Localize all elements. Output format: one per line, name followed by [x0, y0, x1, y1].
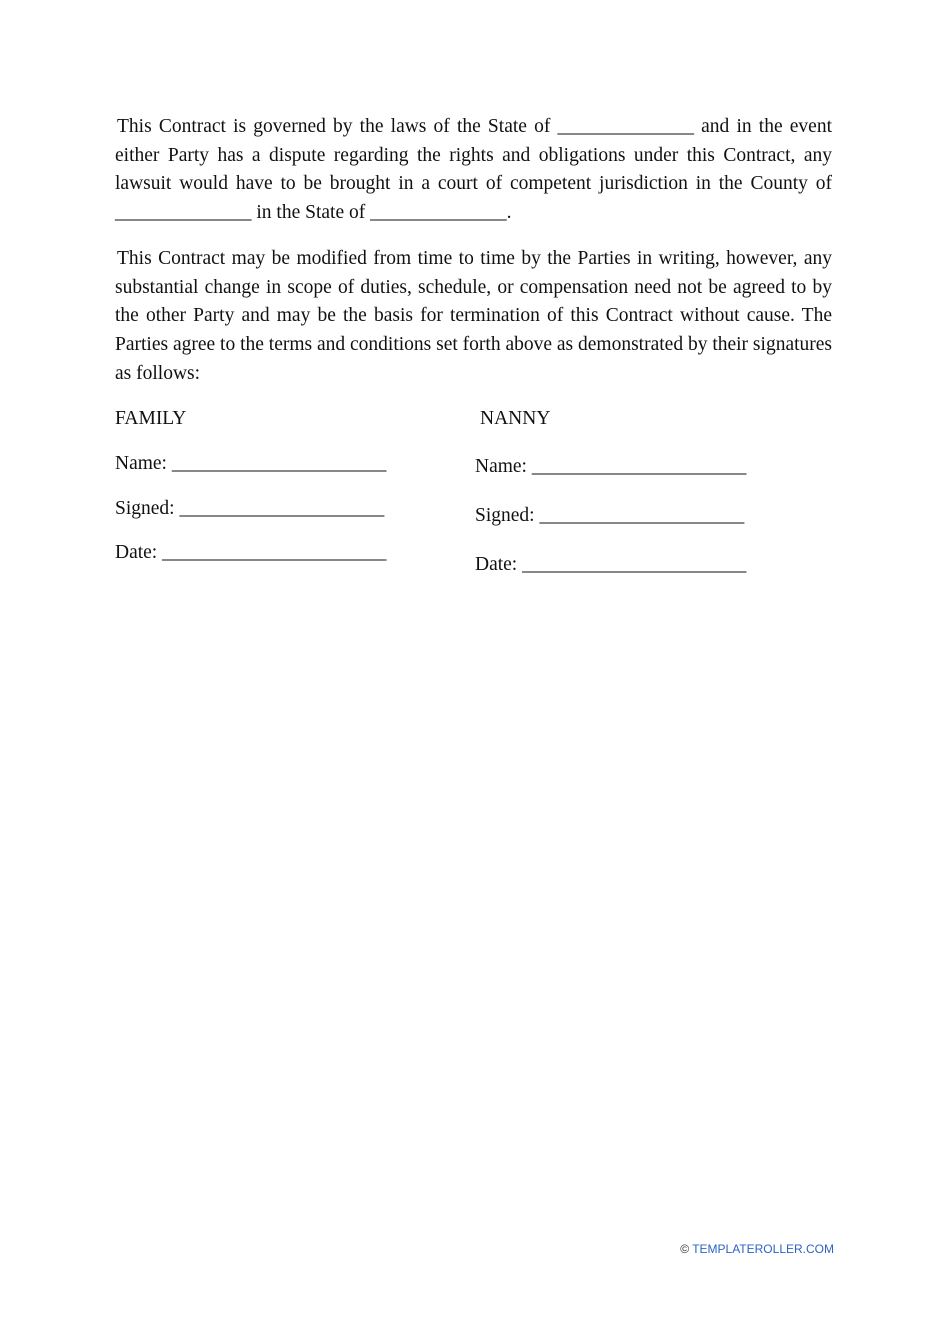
templateroller-link[interactable]: TEMPLATEROLLER.COM [692, 1242, 834, 1256]
footer-credit [680, 1241, 834, 1257]
nanny-heading: NANNY [480, 408, 551, 429]
modification-paragraph: This Contract may be modified from time to time by the Parties in writing, however, any substantial change in scope of duties, schedule, or compensation need not be agreed to by the other Party and may be the basis for termination of this Contract without cause. The Parties agree to the terms and conditions set forth above as demonstrated by their signatures as follows: [115, 248, 832, 384]
family-heading: FAMILY [115, 408, 187, 429]
family-signed-line: Signed: _____________________ [115, 498, 385, 519]
copyright-symbol: © [680, 1242, 690, 1256]
family-name-line: Name: ______________________ [115, 453, 387, 474]
nanny-name-line: Name: ______________________ [475, 456, 747, 477]
nanny-date-line: Date: _______________________ [475, 554, 747, 575]
governing-law-paragraph: This Contract is governed by the laws of the State of ______________ and in the event either Party has a dispute regarding the rights and obligations under this Contract, any lawsuit would have to be brought in a court of competent jurisdiction in the County of ______________ in the State of ______________. [115, 116, 832, 224]
family-date-line: Date: _______________________ [115, 542, 387, 563]
nanny-signed-line: Signed: _____________________ [475, 505, 745, 526]
